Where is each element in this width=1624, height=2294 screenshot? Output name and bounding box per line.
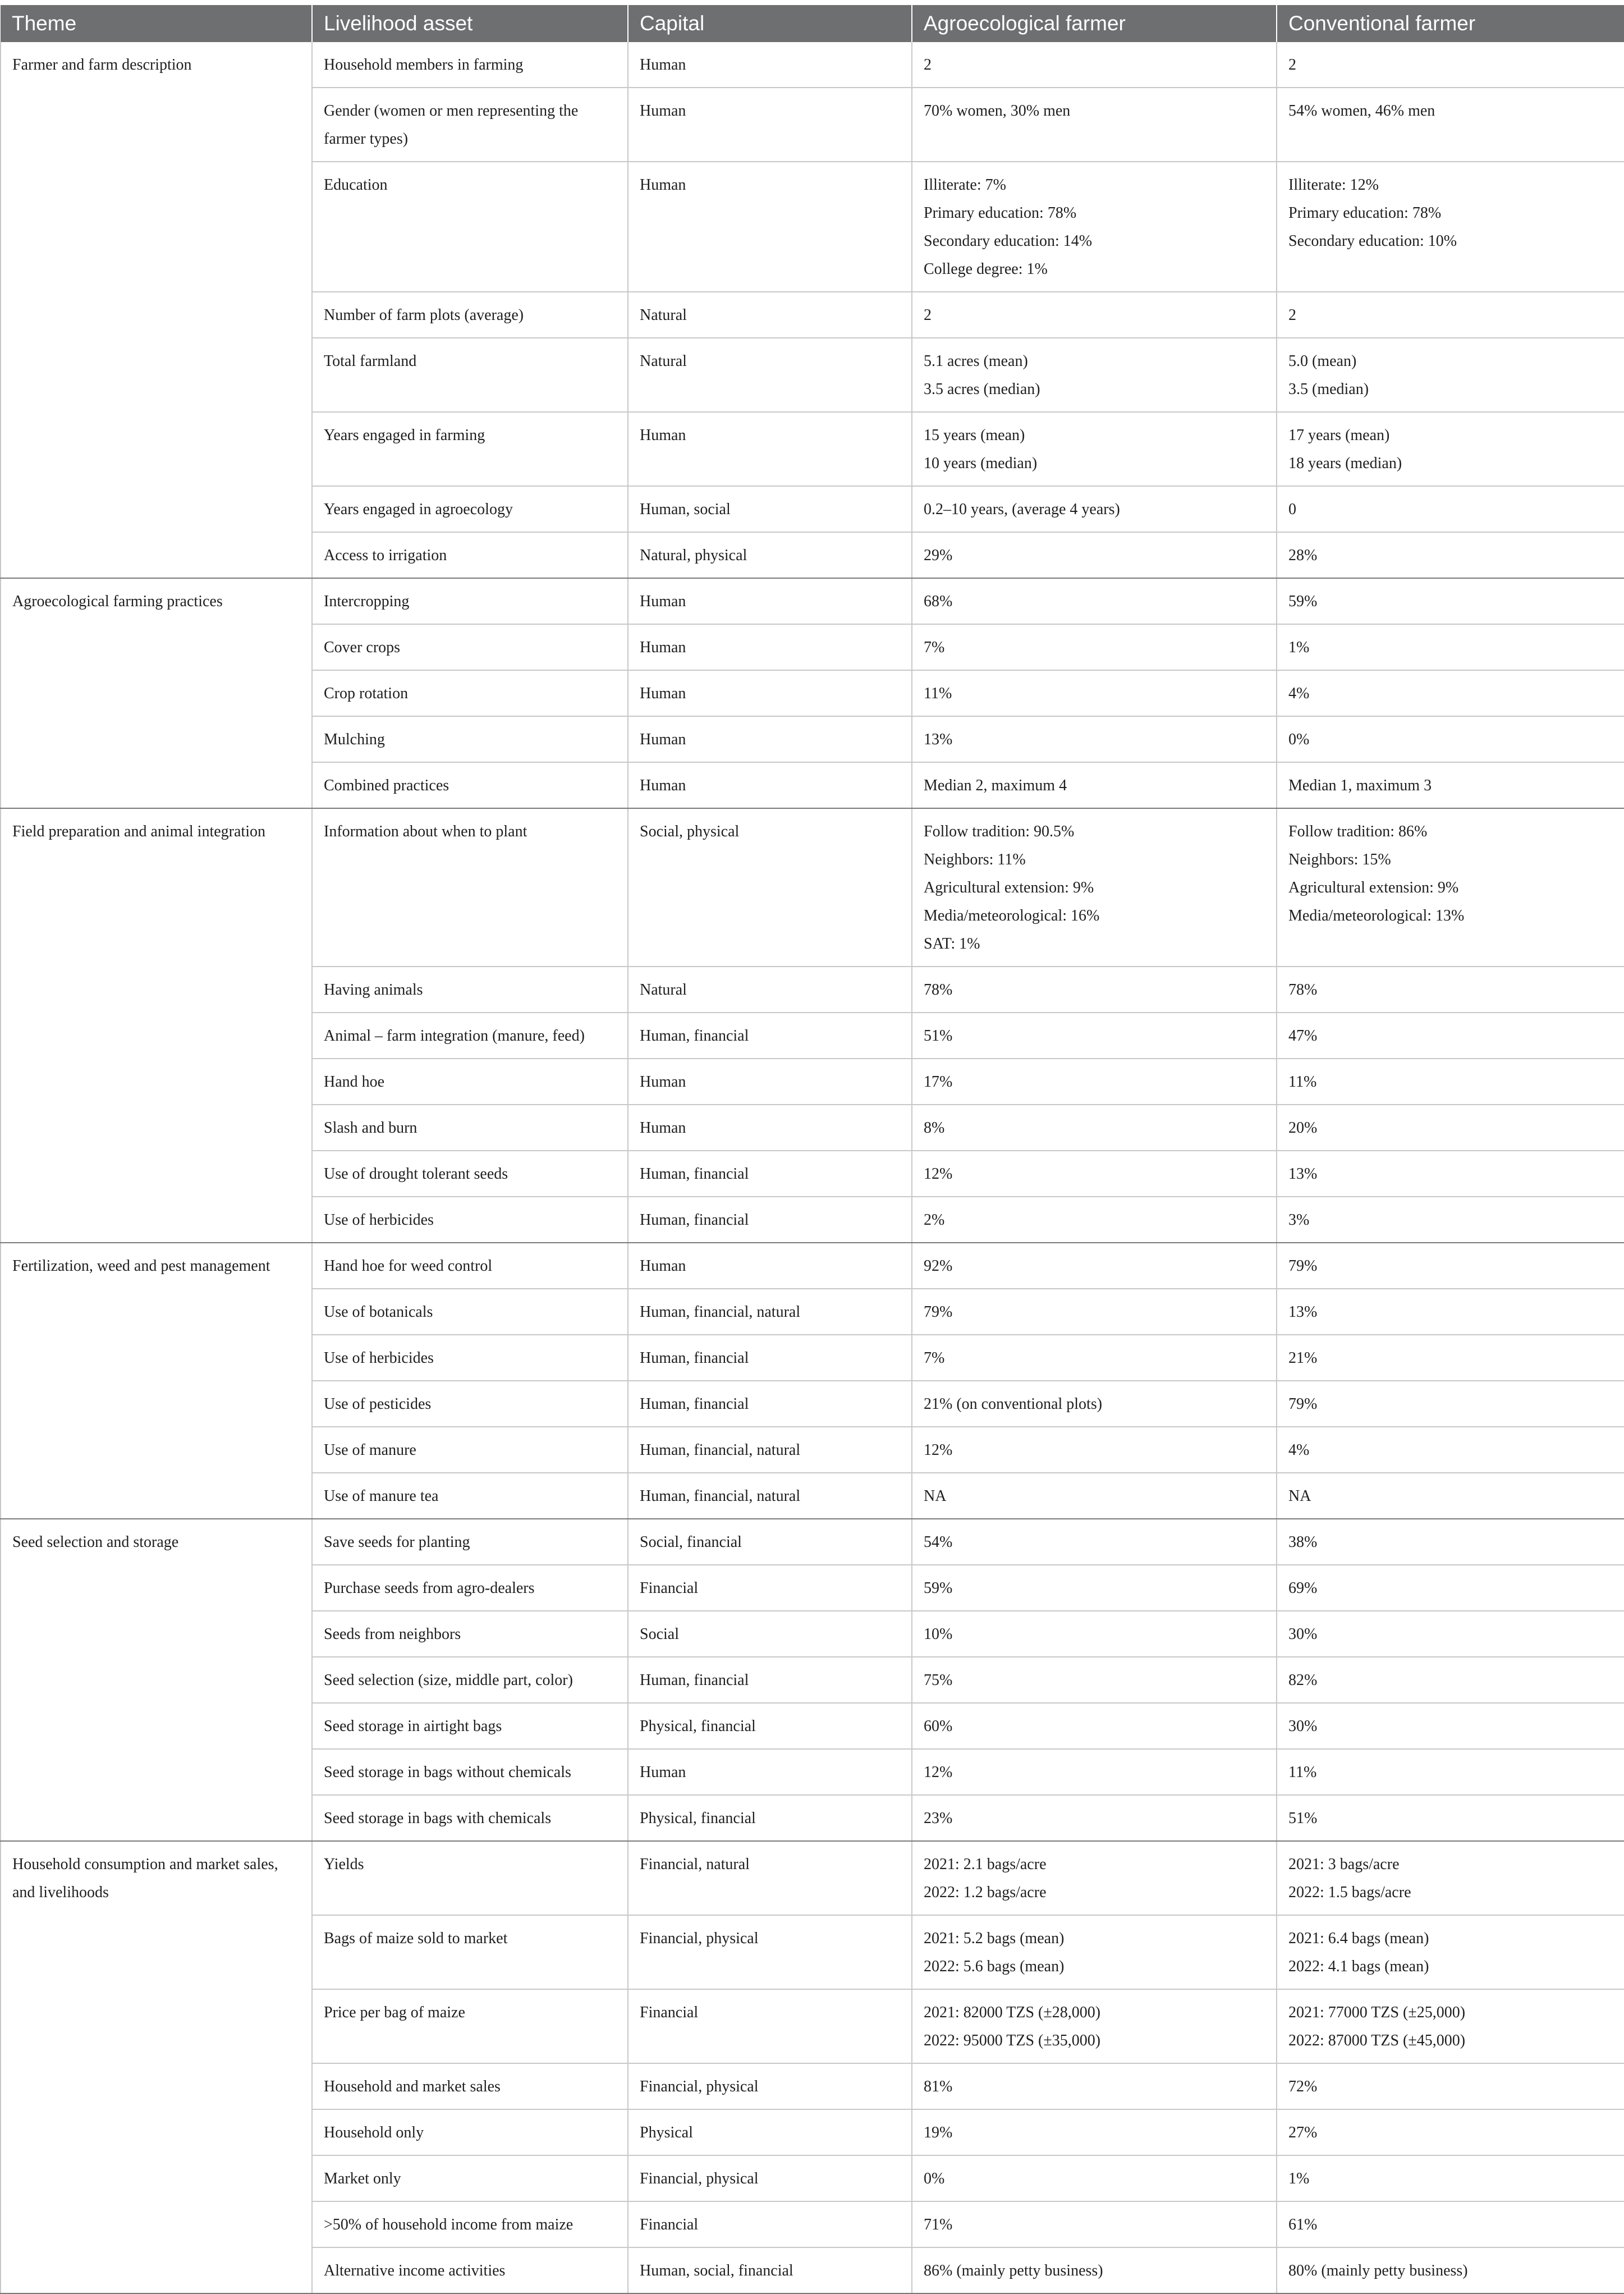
conventional-cell <box>1277 1335 1624 1381</box>
cell-line: 2022: 1.2 bags/acre <box>924 1884 1047 1901</box>
conventional-cell <box>1277 1841 1624 1915</box>
table-body <box>1 42 1624 2293</box>
cell-line: 47% <box>1288 1027 1318 1045</box>
cell-line: 78% <box>924 981 953 999</box>
agroecological-cell <box>912 1289 1277 1335</box>
cell-line: 17% <box>924 1073 953 1091</box>
cell-line: 2021: 77000 TZS (±25,000) <box>1288 2004 1466 2021</box>
agroecological-cell <box>912 2201 1277 2247</box>
table-header <box>1 5 1624 42</box>
capital-cell: Human, financial <box>628 1013 912 1059</box>
agroecological-cell <box>912 1243 1277 1289</box>
cell-line: Secondary education: 14% <box>924 232 1093 250</box>
cell-line: 0.2–10 years, (average 4 years) <box>924 501 1120 518</box>
cell-line: 68% <box>924 593 953 610</box>
capital-cell: Physical, financial <box>628 1795 912 1841</box>
conventional-cell <box>1277 1243 1624 1289</box>
conventional-cell <box>1277 338 1624 412</box>
asset-cell: Household and market sales <box>312 2063 628 2109</box>
cell-line: 12% <box>924 1764 953 1781</box>
asset-cell: Purchase seeds from agro-dealers <box>312 1565 628 1611</box>
asset-cell: Use of manure <box>312 1427 628 1473</box>
capital-cell: Natural <box>628 292 912 338</box>
cell-line: 10 years (median) <box>924 455 1038 472</box>
capital-cell: Financial, physical <box>628 2155 912 2201</box>
cell-line: 38% <box>1288 1533 1318 1551</box>
theme-cell: Seed selection and storage <box>1 1519 312 1841</box>
cell-line: Agricultural extension: 9% <box>1288 879 1459 896</box>
conventional-cell <box>1277 1151 1624 1197</box>
agroecological-cell <box>912 1611 1277 1657</box>
cell-line: 2 <box>924 306 932 324</box>
asset-cell: Cover crops <box>312 624 628 670</box>
cell-line: 29% <box>924 547 953 564</box>
conventional-cell <box>1277 967 1624 1013</box>
cell-line: 86% (mainly petty business) <box>924 2262 1103 2279</box>
cell-line: 3.5 acres (median) <box>924 381 1040 398</box>
capital-cell: Financial <box>628 1565 912 1611</box>
cell-line: 2022: 5.6 bags (mean) <box>924 1958 1065 1975</box>
asset-cell: Hand hoe for weed control <box>312 1243 628 1289</box>
conventional-cell <box>1277 670 1624 716</box>
conventional-cell <box>1277 624 1624 670</box>
asset-cell: Use of drought tolerant seeds <box>312 1151 628 1197</box>
capital-cell: Human <box>628 412 912 486</box>
cell-line: 2% <box>924 1211 945 1229</box>
capital-cell: Natural <box>628 338 912 412</box>
capital-cell: Financial, physical <box>628 1915 912 1989</box>
cell-line: 2021: 6.4 bags (mean) <box>1288 1930 1429 1947</box>
cell-line: 19% <box>924 2124 953 2141</box>
cell-line: 11% <box>924 685 952 702</box>
cell-line: Median 2, maximum 4 <box>924 777 1067 794</box>
agroecological-cell <box>912 2063 1277 2109</box>
cell-line: 30% <box>1288 1718 1318 1735</box>
cell-line: 59% <box>1288 593 1318 610</box>
asset-cell: Having animals <box>312 967 628 1013</box>
conventional-cell <box>1277 1013 1624 1059</box>
conventional-cell <box>1277 1381 1624 1427</box>
cell-line: 4% <box>1288 1441 1310 1459</box>
cell-line: NA <box>924 1487 947 1505</box>
capital-cell: Financial, natural <box>628 1841 912 1915</box>
asset-cell: Seed storage in bags without chemicals <box>312 1749 628 1795</box>
asset-cell: Mulching <box>312 716 628 762</box>
asset-cell: Market only <box>312 2155 628 2201</box>
cell-line: 54% <box>924 1533 953 1551</box>
agroecological-cell <box>912 1105 1277 1151</box>
cell-line: 59% <box>924 1579 953 1597</box>
agroecological-cell <box>912 578 1277 624</box>
cell-line: 13% <box>1288 1165 1318 1183</box>
cell-line: Follow tradition: 90.5% <box>924 823 1075 840</box>
cell-line: 2022: 95000 TZS (±35,000) <box>924 2032 1101 2049</box>
asset-cell: Hand hoe <box>312 1059 628 1105</box>
cell-line: College degree: 1% <box>924 260 1048 278</box>
cell-line: 2021: 2.1 bags/acre <box>924 1856 1047 1873</box>
agroecological-cell <box>912 624 1277 670</box>
cell-line: 21% (on conventional plots) <box>924 1395 1103 1413</box>
cell-line: 27% <box>1288 2124 1318 2141</box>
capital-cell: Human <box>628 42 912 88</box>
asset-cell: Save seeds for planting <box>312 1519 628 1565</box>
cell-line: 51% <box>1288 1810 1318 1827</box>
cell-line: 72% <box>1288 2078 1318 2095</box>
conventional-cell <box>1277 2247 1624 2293</box>
cell-line: 2022: 4.1 bags (mean) <box>1288 1958 1429 1975</box>
header-livelihood-asset: Livelihood asset <box>312 5 628 42</box>
cell-line: 1% <box>1288 2170 1310 2187</box>
conventional-cell <box>1277 486 1624 532</box>
agroecological-cell <box>912 486 1277 532</box>
conventional-cell <box>1277 578 1624 624</box>
capital-cell: Human, financial <box>628 1335 912 1381</box>
agroecological-cell <box>912 1989 1277 2063</box>
asset-cell: Total farmland <box>312 338 628 412</box>
conventional-cell <box>1277 532 1624 578</box>
conventional-cell <box>1277 1611 1624 1657</box>
table-row <box>1 578 1624 624</box>
conventional-cell <box>1277 1473 1624 1519</box>
cell-line: 17 years (mean) <box>1288 427 1390 444</box>
cell-line: 0% <box>924 2170 945 2187</box>
cell-line: 3% <box>1288 1211 1310 1229</box>
conventional-cell <box>1277 1749 1624 1795</box>
asset-cell: Price per bag of maize <box>312 1989 628 2063</box>
cell-line: 21% <box>1288 1349 1318 1367</box>
capital-cell: Human, financial <box>628 1657 912 1703</box>
agroecological-cell <box>912 292 1277 338</box>
agroecological-cell <box>912 532 1277 578</box>
conventional-cell <box>1277 1565 1624 1611</box>
cell-line: SAT: 1% <box>924 935 980 953</box>
cell-line: Agricultural extension: 9% <box>924 879 1094 896</box>
asset-cell: Animal – farm integration (manure, feed) <box>312 1013 628 1059</box>
cell-line: 2021: 82000 TZS (±28,000) <box>924 2004 1101 2021</box>
capital-cell: Human, financial, natural <box>628 1289 912 1335</box>
capital-cell: Physical <box>628 2109 912 2155</box>
capital-cell: Human <box>628 1059 912 1105</box>
conventional-cell <box>1277 2109 1624 2155</box>
table-row <box>1 42 1624 88</box>
conventional-cell <box>1277 2201 1624 2247</box>
theme-cell: Household consumption and market sales, and livelihoods <box>1 1841 312 2293</box>
asset-cell: Education <box>312 162 628 292</box>
cell-line: 2 <box>1288 306 1296 324</box>
agroecological-cell <box>912 1915 1277 1989</box>
header-conventional-farmer: Conventional farmer <box>1277 5 1624 42</box>
cell-line: 61% <box>1288 2216 1318 2233</box>
cell-line: Neighbors: 15% <box>1288 851 1391 868</box>
capital-cell: Human <box>628 1243 912 1289</box>
cell-line: Neighbors: 11% <box>924 851 1026 868</box>
capital-cell: Human <box>628 1749 912 1795</box>
conventional-cell <box>1277 162 1624 292</box>
cell-line: Median 1, maximum 3 <box>1288 777 1432 794</box>
asset-cell: Crop rotation <box>312 670 628 716</box>
asset-cell: Use of pesticides <box>312 1381 628 1427</box>
cell-line: Secondary education: 10% <box>1288 232 1457 250</box>
capital-cell: Social, financial <box>628 1519 912 1565</box>
asset-cell: Intercropping <box>312 578 628 624</box>
agroecological-cell <box>912 1151 1277 1197</box>
livelihood-table <box>0 5 1624 2294</box>
header-agroecological-farmer: Agroecological farmer <box>912 5 1277 42</box>
cell-line: 10% <box>924 1626 953 1643</box>
cell-line: 20% <box>1288 1119 1318 1137</box>
conventional-cell <box>1277 1989 1624 2063</box>
cell-line: 51% <box>924 1027 953 1045</box>
cell-line: 7% <box>924 1349 945 1367</box>
cell-line: 79% <box>924 1303 953 1321</box>
cell-line: Illiterate: 12% <box>1288 176 1379 194</box>
conventional-cell <box>1277 2063 1624 2109</box>
agroecological-cell <box>912 2109 1277 2155</box>
cell-line: 75% <box>924 1672 953 1689</box>
asset-cell: Years engaged in farming <box>312 412 628 486</box>
conventional-cell <box>1277 88 1624 162</box>
capital-cell: Human <box>628 88 912 162</box>
conventional-cell <box>1277 1427 1624 1473</box>
cell-line: 12% <box>924 1165 953 1183</box>
cell-line: 8% <box>924 1119 945 1137</box>
capital-cell: Human <box>628 162 912 292</box>
cell-line: 79% <box>1288 1395 1318 1413</box>
agroecological-cell <box>912 1795 1277 1841</box>
cell-line: 2022: 1.5 bags/acre <box>1288 1884 1411 1901</box>
agroecological-cell <box>912 716 1277 762</box>
cell-line: 7% <box>924 639 945 656</box>
conventional-cell <box>1277 2155 1624 2201</box>
agroecological-cell <box>912 1427 1277 1473</box>
cell-line: 11% <box>1288 1764 1317 1781</box>
cell-line: 1% <box>1288 639 1310 656</box>
cell-line: NA <box>1288 1487 1311 1505</box>
cell-line: 30% <box>1288 1626 1318 1643</box>
conventional-cell <box>1277 412 1624 486</box>
agroecological-cell <box>912 88 1277 162</box>
agroecological-cell <box>912 1749 1277 1795</box>
conventional-cell <box>1277 1915 1624 1989</box>
asset-cell: Household members in farming <box>312 42 628 88</box>
capital-cell: Human, social, financial <box>628 2247 912 2293</box>
agroecological-cell <box>912 1519 1277 1565</box>
capital-cell: Human <box>628 762 912 808</box>
capital-cell: Physical, financial <box>628 1703 912 1749</box>
conventional-cell <box>1277 762 1624 808</box>
asset-cell: Seeds from neighbors <box>312 1611 628 1657</box>
capital-cell: Human, financial <box>628 1151 912 1197</box>
agroecological-cell <box>912 2155 1277 2201</box>
agroecological-cell <box>912 1381 1277 1427</box>
cell-line: 60% <box>924 1718 953 1735</box>
capital-cell: Human, social <box>628 486 912 532</box>
agroecological-cell <box>912 1197 1277 1243</box>
cell-line: 54% women, 46% men <box>1288 102 1435 120</box>
agroecological-cell <box>912 338 1277 412</box>
cell-line: 2021: 5.2 bags (mean) <box>924 1930 1065 1947</box>
asset-cell: Use of botanicals <box>312 1289 628 1335</box>
conventional-cell <box>1277 1197 1624 1243</box>
agroecological-cell <box>912 1565 1277 1611</box>
capital-cell: Natural <box>628 967 912 1013</box>
asset-cell: Yields <box>312 1841 628 1915</box>
cell-line: 69% <box>1288 1579 1318 1597</box>
cell-line: 2 <box>924 56 932 74</box>
conventional-cell <box>1277 1059 1624 1105</box>
agroecological-cell <box>912 412 1277 486</box>
agroecological-cell <box>912 967 1277 1013</box>
cell-line: 78% <box>1288 981 1318 999</box>
cell-line: Illiterate: 7% <box>924 176 1006 194</box>
conventional-cell <box>1277 1657 1624 1703</box>
cell-line: 80% (mainly petty business) <box>1288 2262 1468 2279</box>
cell-line: 11% <box>1288 1073 1317 1091</box>
conventional-cell <box>1277 716 1624 762</box>
asset-cell: >50% of household income from maize <box>312 2201 628 2247</box>
cell-line: 3.5 (median) <box>1288 381 1369 398</box>
theme-cell: Agroecological farming practices <box>1 578 312 808</box>
asset-cell: Seed selection (size, middle part, color) <box>312 1657 628 1703</box>
cell-line: 81% <box>924 2078 953 2095</box>
cell-line: 4% <box>1288 685 1310 702</box>
agroecological-cell <box>912 1473 1277 1519</box>
table-row <box>1 1243 1624 1289</box>
capital-cell: Financial <box>628 1989 912 2063</box>
capital-cell: Human, financial, natural <box>628 1473 912 1519</box>
agroecological-cell <box>912 1703 1277 1749</box>
table-row <box>1 1841 1624 1915</box>
capital-cell: Natural, physical <box>628 532 912 578</box>
cell-line: 2022: 87000 TZS (±45,000) <box>1288 2032 1466 2049</box>
asset-cell: Household only <box>312 2109 628 2155</box>
agroecological-cell <box>912 762 1277 808</box>
cell-line: Primary education: 78% <box>924 204 1077 222</box>
capital-cell: Human <box>628 578 912 624</box>
conventional-cell <box>1277 292 1624 338</box>
header-row <box>1 5 1624 42</box>
cell-line: 15 years (mean) <box>924 427 1025 444</box>
header-theme: Theme <box>1 5 312 42</box>
cell-line: 2021: 3 bags/acre <box>1288 1856 1400 1873</box>
agroecological-cell <box>912 670 1277 716</box>
asset-cell: Information about when to plant <box>312 808 628 967</box>
agroecological-cell <box>912 1657 1277 1703</box>
capital-cell: Human <box>628 716 912 762</box>
agroecological-cell <box>912 1013 1277 1059</box>
asset-cell: Use of herbicides <box>312 1197 628 1243</box>
asset-cell: Access to irrigation <box>312 532 628 578</box>
cell-line: 92% <box>924 1257 953 1275</box>
asset-cell: Use of herbicides <box>312 1335 628 1381</box>
cell-line: Primary education: 78% <box>1288 204 1442 222</box>
asset-cell: Seed storage in airtight bags <box>312 1703 628 1749</box>
capital-cell: Financial, physical <box>628 2063 912 2109</box>
capital-cell: Human <box>628 670 912 716</box>
agroecological-cell <box>912 162 1277 292</box>
asset-cell: Gender (women or men representing the farmer types) <box>312 88 628 162</box>
cell-line: Media/meteorological: 16% <box>924 907 1100 924</box>
agroecological-cell <box>912 2247 1277 2293</box>
agroecological-cell <box>912 1841 1277 1915</box>
asset-cell: Use of manure tea <box>312 1473 628 1519</box>
cell-line: 13% <box>1288 1303 1318 1321</box>
asset-cell: Bags of maize sold to market <box>312 1915 628 1989</box>
cell-line: 0 <box>1288 501 1296 518</box>
cell-line: 12% <box>924 1441 953 1459</box>
asset-cell: Number of farm plots (average) <box>312 292 628 338</box>
cell-line: 5.0 (mean) <box>1288 352 1357 370</box>
conventional-cell <box>1277 1795 1624 1841</box>
agroecological-cell <box>912 1059 1277 1105</box>
agroecological-cell <box>912 808 1277 967</box>
cell-line: 79% <box>1288 1257 1318 1275</box>
capital-cell: Human, financial <box>628 1381 912 1427</box>
cell-line: 5.1 acres (mean) <box>924 352 1028 370</box>
capital-cell: Human, financial <box>628 1197 912 1243</box>
capital-cell: Social <box>628 1611 912 1657</box>
capital-cell: Human <box>628 624 912 670</box>
table-row <box>1 1519 1624 1565</box>
theme-cell: Fertilization, weed and pest management <box>1 1243 312 1519</box>
cell-line: 70% women, 30% men <box>924 102 1071 120</box>
asset-cell: Alternative income activities <box>312 2247 628 2293</box>
agroecological-cell <box>912 1335 1277 1381</box>
table-row <box>1 808 1624 967</box>
header-capital: Capital <box>628 5 912 42</box>
cell-line: 2 <box>1288 56 1296 74</box>
theme-cell: Farmer and farm description <box>1 42 312 578</box>
capital-cell: Financial <box>628 2201 912 2247</box>
cell-line: 23% <box>924 1810 953 1827</box>
cell-line: Follow tradition: 86% <box>1288 823 1428 840</box>
cell-line: 13% <box>924 731 953 748</box>
theme-cell: Field preparation and animal integration <box>1 808 312 1243</box>
conventional-cell <box>1277 1289 1624 1335</box>
conventional-cell <box>1277 1703 1624 1749</box>
capital-cell: Human, financial, natural <box>628 1427 912 1473</box>
asset-cell: Years engaged in agroecology <box>312 486 628 532</box>
cell-line: 28% <box>1288 547 1318 564</box>
conventional-cell <box>1277 42 1624 88</box>
conventional-cell <box>1277 1105 1624 1151</box>
asset-cell: Combined practices <box>312 762 628 808</box>
capital-cell: Human <box>628 1105 912 1151</box>
asset-cell: Seed storage in bags with chemicals <box>312 1795 628 1841</box>
cell-line: 0% <box>1288 731 1310 748</box>
cell-line: 82% <box>1288 1672 1318 1689</box>
capital-cell: Social, physical <box>628 808 912 967</box>
asset-cell: Slash and burn <box>312 1105 628 1151</box>
cell-line: 18 years (median) <box>1288 455 1402 472</box>
agroecological-cell <box>912 42 1277 88</box>
cell-line: 71% <box>924 2216 953 2233</box>
cell-line: Media/meteorological: 13% <box>1288 907 1465 924</box>
conventional-cell <box>1277 1519 1624 1565</box>
conventional-cell <box>1277 808 1624 967</box>
